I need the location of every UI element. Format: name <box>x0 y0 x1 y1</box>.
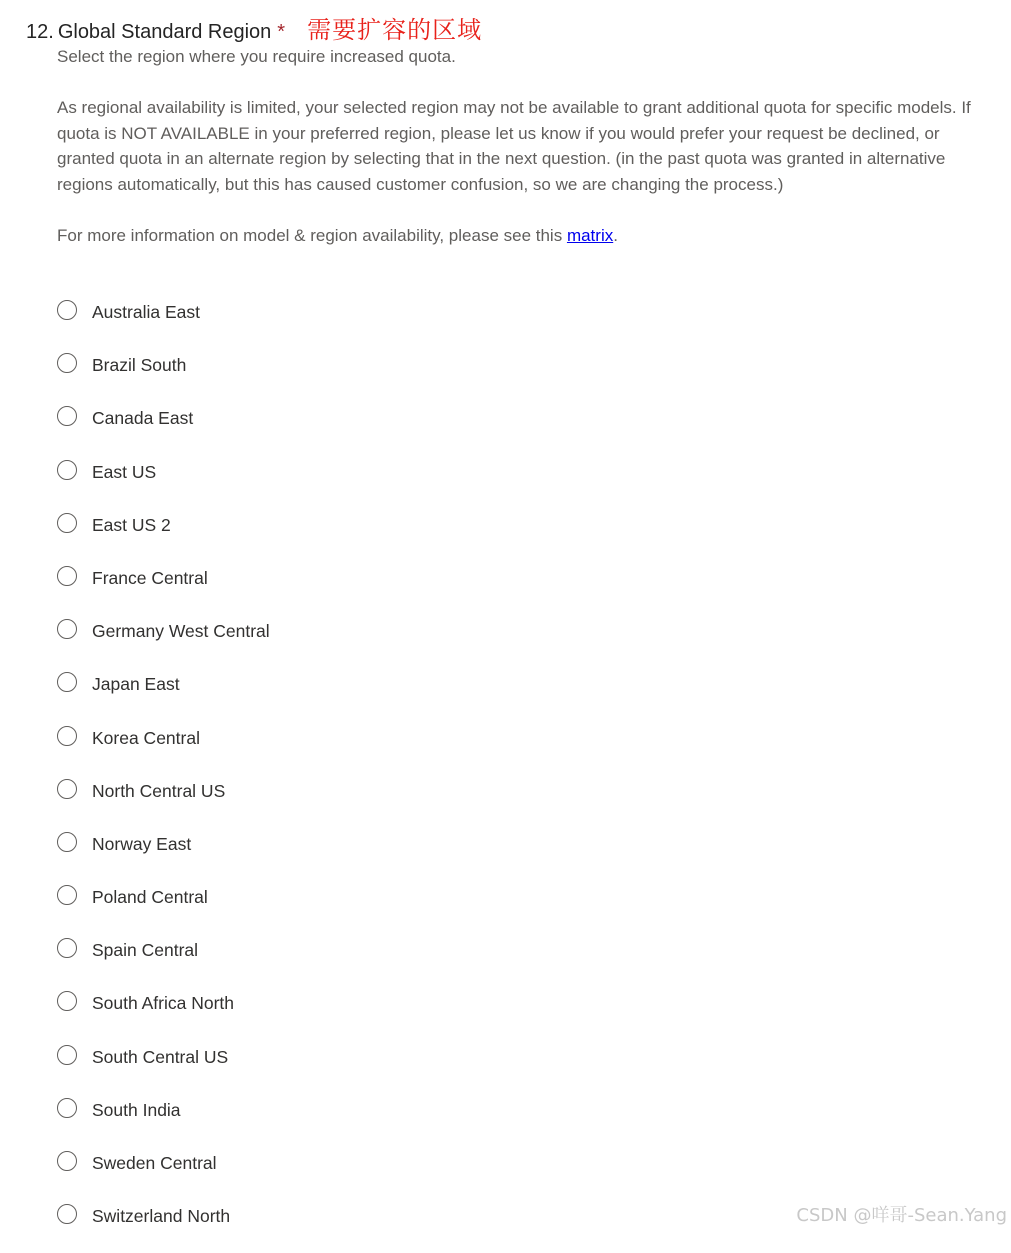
radio-button[interactable] <box>57 1151 77 1171</box>
region-option-label: Sweden Central <box>92 1153 217 1173</box>
region-option[interactable] <box>57 615 657 668</box>
radio-button[interactable] <box>57 832 77 852</box>
radio-button[interactable] <box>57 1045 77 1065</box>
radio-button[interactable] <box>57 353 77 373</box>
region-option-label: South Central US <box>92 1046 229 1067</box>
region-option[interactable] <box>57 509 657 562</box>
region-option-label: Korea Central <box>92 727 200 748</box>
region-option[interactable] <box>57 668 657 721</box>
region-option[interactable] <box>57 1041 657 1094</box>
region-option[interactable] <box>57 1200 657 1253</box>
question-header <box>26 10 482 45</box>
radio-button[interactable] <box>57 300 77 320</box>
radio-button[interactable] <box>57 991 77 1011</box>
question-number: 12. <box>26 21 54 43</box>
region-option-label: Germany West Central <box>92 621 270 642</box>
question-title: Global Standard Region <box>57 21 272 43</box>
radio-button[interactable] <box>57 513 77 533</box>
radio-button[interactable] <box>57 619 77 639</box>
radio-button[interactable] <box>57 726 77 746</box>
required-marker: * <box>277 21 286 43</box>
region-option[interactable] <box>57 456 657 509</box>
region-option[interactable] <box>57 349 657 402</box>
region-option-label: East US 2 <box>92 514 171 535</box>
radio-button[interactable] <box>57 938 77 958</box>
region-option-label: North Central US <box>92 780 226 801</box>
region-option[interactable] <box>57 722 657 775</box>
region-option[interactable] <box>57 402 657 455</box>
region-option-label: Brazil South <box>92 355 187 376</box>
description-paragraph-2: As regional availability is limited, your selected region may not be available to grant additional quota for specific models. If quota is NOT AVAILABLE in your preferred region, please let us know if you would prefer your request be declined, or granted quota in an alternate region by selecting that in the next question. (in the past quota was granted in alternative regions automatically, but this has caused customer confusion, so we are changing the process.) <box>57 98 971 194</box>
region-option[interactable] <box>57 562 657 615</box>
description-line-1: Select the region where you require increased quota. <box>57 47 456 66</box>
region-option[interactable] <box>57 1147 657 1200</box>
radio-button[interactable] <box>57 1204 77 1224</box>
region-option-label: Japan East <box>92 674 180 695</box>
region-option-label: East US <box>92 461 157 482</box>
region-option-label: Switzerland North <box>92 1206 231 1227</box>
region-option[interactable] <box>57 775 657 828</box>
radio-button[interactable] <box>57 406 77 426</box>
radio-button[interactable] <box>57 672 77 692</box>
region-option-label: Poland Central <box>92 887 208 908</box>
annotation-text: 需要扩容的区域 <box>307 16 483 44</box>
radio-button[interactable] <box>57 1098 77 1118</box>
matrix-link[interactable]: matrix <box>566 226 614 246</box>
region-option[interactable] <box>57 1094 657 1147</box>
region-option-label: Canada East <box>92 408 194 429</box>
region-option-label: Spain Central <box>92 940 199 961</box>
description-prefix: For more information on model & region availability, please see this <box>57 226 567 246</box>
radio-button[interactable] <box>57 566 77 586</box>
region-option[interactable] <box>57 987 657 1040</box>
region-option-label: Norway East <box>92 833 192 854</box>
radio-button[interactable] <box>57 779 77 799</box>
region-option-label: France Central <box>92 567 208 588</box>
watermark: CSDN @咩哥-Sean.Yang <box>796 1205 1007 1226</box>
question-description <box>57 44 982 249</box>
region-option[interactable] <box>57 934 657 987</box>
region-option[interactable] <box>57 881 657 934</box>
region-option-label: South India <box>92 1099 181 1120</box>
region-options <box>57 296 657 1253</box>
region-option-label: South Africa North <box>92 993 235 1014</box>
region-option-label: Australia East <box>92 302 200 322</box>
description-suffix: . <box>613 226 618 246</box>
region-option[interactable] <box>57 828 657 881</box>
radio-button[interactable] <box>57 460 77 480</box>
radio-button[interactable] <box>57 885 77 905</box>
description-paragraph-3 <box>57 223 982 249</box>
region-option[interactable] <box>57 296 657 349</box>
